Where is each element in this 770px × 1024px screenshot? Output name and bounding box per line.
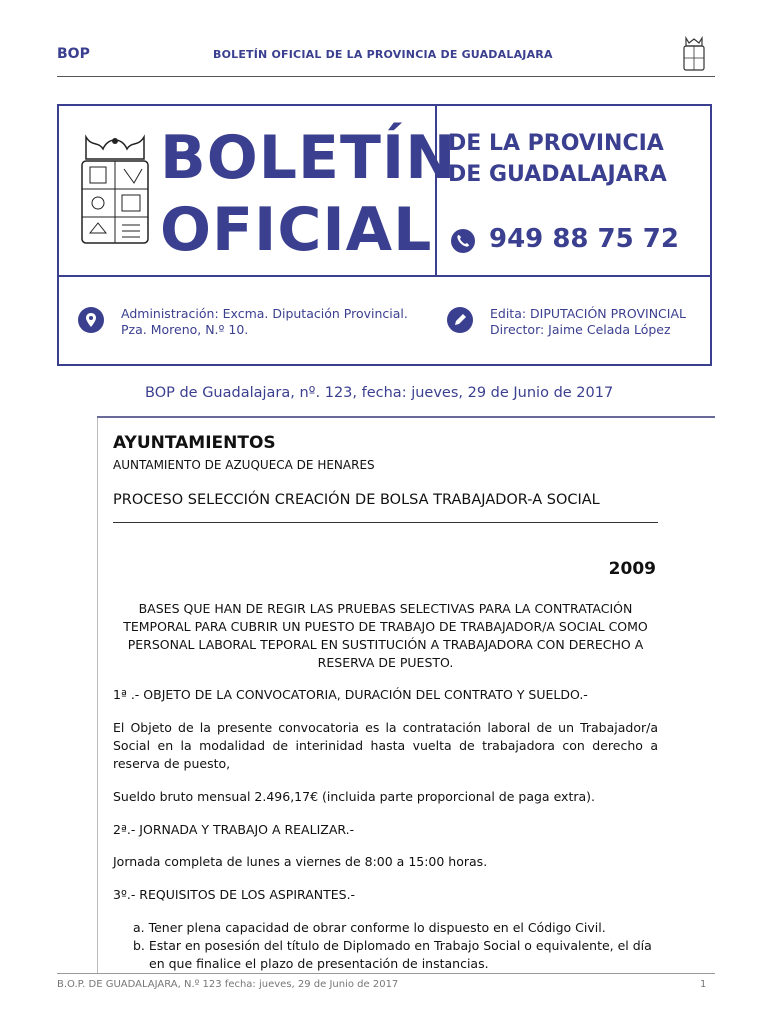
coat-of-arms-small-icon	[681, 36, 707, 74]
margin-rule	[97, 418, 98, 973]
bases-line: PERSONAL LABORAL TEPORAL EN SUSTITUCIÓN A TRABAJADORA CON DERECHO A	[127, 637, 644, 652]
list-item: b. Estar en posesión del título de Diplomado en Trabajo Social o equivalente, el día en que finalice el plazo de presentación de instancias.	[133, 938, 652, 971]
admin-line2: Pza. Moreno, N.º 10.	[121, 322, 249, 337]
jornada-paragraph: Jornada completa de lunes a viernes de 8:00 a 15:00 horas.	[113, 854, 488, 869]
bases-line: BASES QUE HAN DE REGIR LAS PRUEBAS SELECTIVAS PARA LA CONTRATACIÓN	[138, 601, 633, 616]
sueldo-paragraph: Sueldo bruto mensual 2.496,17€ (incluida parte proporcional de paga extra).	[113, 789, 595, 804]
pencil-icon	[447, 307, 473, 333]
process-title: PROCESO SELECCIÓN CREACIÓN DE BOLSA TRABAJADOR-A SOCIAL	[113, 492, 600, 508]
subsection-heading: AUNTAMIENTO DE AZUQUECA DE HENARES	[113, 458, 375, 472]
editor-line2: Director: Jaime Celada López	[490, 322, 671, 337]
section-heading: AYUNTAMIENTOS	[113, 433, 276, 453]
coat-of-arms-icon	[78, 133, 152, 251]
masthead-word-boletin: BOLETÍN	[160, 123, 457, 193]
masthead-phone: 949 88 75 72	[489, 224, 679, 254]
bases-line: RESERVA DE PUESTO.	[317, 655, 454, 670]
process-title-rule	[113, 522, 658, 523]
header-rule	[57, 76, 715, 77]
footer-text: B.O.P. DE GUADALAJARA, N.º 123 fecha: jueves, 29 de Junio de 2017	[57, 979, 399, 990]
page-number: 1	[700, 979, 707, 990]
issue-line: BOP de Guadalajara, nº. 123, fecha: jueves, 29 de Junio de 2017	[145, 385, 614, 401]
objeto-paragraph: El Objeto de la presente convocatoria es la contratación laboral de un Trabajador/a Social en la modalidad de interinidad hasta vuelta de trabajadora con derecho a reserva de puesto,	[113, 720, 658, 771]
requisitos-heading: 3º.- REQUISITOS DE LOS ASPIRANTES.-	[113, 887, 356, 902]
objeto-heading: 1ª .- OBJETO DE LA CONVOCATORIA, DURACIÓN DEL CONTRATO Y SUELDO.-	[113, 687, 588, 702]
masthead-province-line2: DE GUADALAJARA	[448, 162, 667, 187]
announcement-number: 2009	[608, 559, 656, 579]
location-pin-icon	[78, 307, 104, 333]
footer-rule	[57, 973, 715, 974]
masthead-province-line1: DE LA PROVINCIA	[448, 131, 664, 156]
banner-divider	[57, 275, 712, 277]
bases-paragraph	[113, 600, 658, 672]
admin-line1: Administración: Excma. Diputación Provincial.	[121, 306, 408, 321]
header-title: BOLETÍN OFICIAL DE LA PROVINCIA DE GUADALAJARA	[213, 48, 553, 61]
jornada-heading: 2ª.- JORNADA Y TRABAJO A REALIZAR.-	[113, 822, 355, 837]
list-item: a. Tener plena capacidad de obrar conforme lo dispuesto en el Código Civil.	[133, 920, 606, 935]
phone-icon	[451, 229, 475, 253]
bases-line: TEMPORAL PARA CUBRIR UN PUESTO DE TRABAJO DE TRABAJADOR/A SOCIAL COMO	[123, 619, 648, 634]
editor-line1: Edita: DIPUTACIÓN PROVINCIAL	[490, 306, 686, 321]
issue-separator	[97, 416, 715, 418]
masthead-word-oficial: OFICIAL	[160, 195, 433, 265]
header-bop: BOP	[57, 46, 90, 62]
